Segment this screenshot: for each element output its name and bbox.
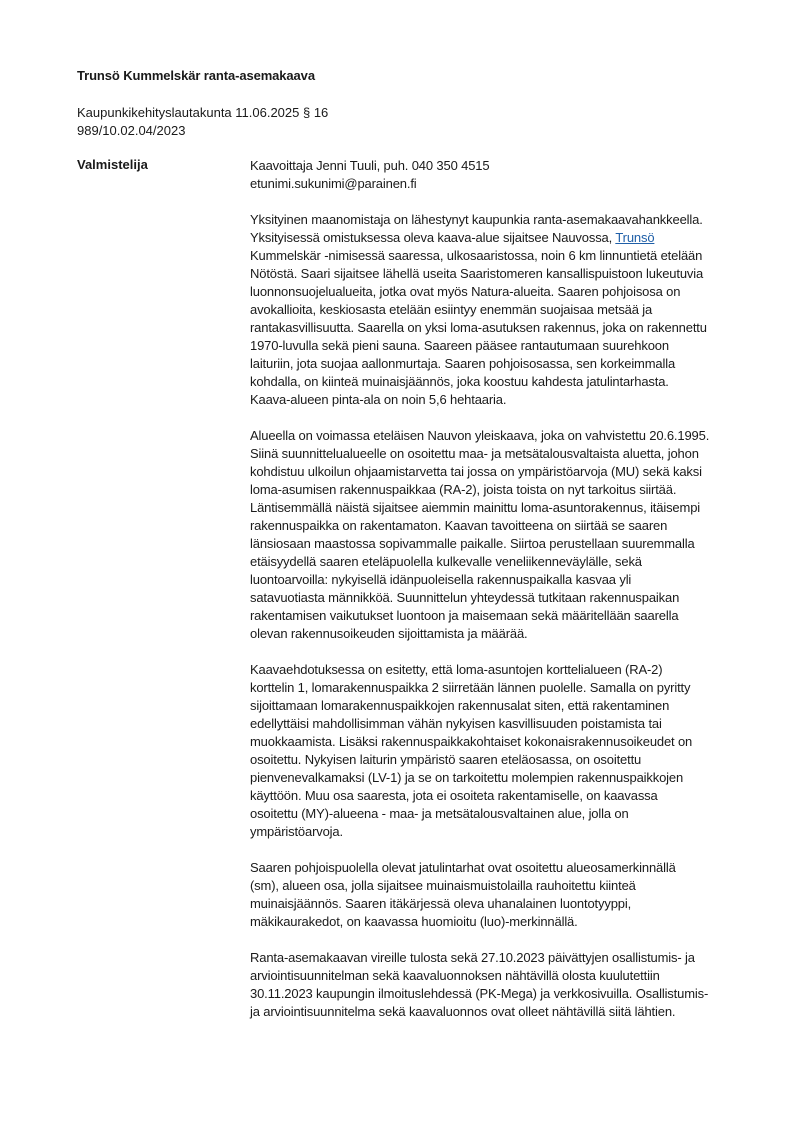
text-line: [250, 229, 740, 247]
text-line: osoitettu (MY)-alueena - maa- ja metsätalousvaltainen alue, jolla on: [250, 806, 629, 821]
preparer-contact: [250, 157, 740, 193]
preparer-name-phone: Kaavoittaja Jenni Tuuli, puh. 040 350 4515: [250, 158, 490, 173]
text-line: osoitettu. Nykyisen laiturin ympäristö saaren eteläosassa, on osoitettu: [250, 752, 642, 767]
paragraph-intro: [250, 211, 740, 409]
text-line: 1970-luvulla sekä pieni sauna. Saareen pääsee rantautumaan suurehkoon: [250, 338, 669, 353]
text-line: Siinä suunnittelualueelle on osoitettu maa- ja metsätalousvaltaista aluetta, johon: [250, 446, 699, 461]
text-line: satavuotiasta männikköä. Suunnittelun yhteydessä tutkitaan rakennuspaikan: [250, 590, 680, 605]
paragraph-plan-proposal: [250, 661, 740, 841]
text-line: loma-asumisen rakennuspaikkaa (RA-2), joista toista on nyt tarkoitus siirtää.: [250, 482, 677, 497]
text-line: sijoittamaan lomarakennuspaikkojen rakennusalat siten, että rakentaminen: [250, 698, 670, 713]
text-line: muinaisjäännös. Saaren itäkärjessä oleva uhanalainen luontotyyppi,: [250, 896, 632, 911]
text-line: rantakasvillisuutta. Saarella on yksi loma-asutuksen rakennus, joka on rakennettu: [250, 320, 707, 335]
meeting-info: [77, 104, 328, 140]
trunso-link[interactable]: Trunsö: [615, 230, 655, 245]
text-line: Ranta-asemakaavan vireille tulosta sekä 27.10.2023 päivättyjen osallistumis- ja: [250, 950, 695, 965]
document-body: [250, 157, 740, 1039]
text-line: Kaava-alueen pinta-ala on noin 5,6 hehtaaria.: [250, 392, 507, 407]
text-line: 30.11.2023 kaupungin ilmoituslehdessä (PK-Mega) ja verkkosivuilla. Osallistumis-: [250, 986, 709, 1001]
text-line: Kummelskär -nimisessä saaressa, ulkosaaristossa, noin 6 km linnuntietä etelään: [250, 248, 703, 263]
text-line: muokkaamista. Lisäksi rakennuspaikkakohtaiset kokonaisrakennusoikeudet on: [250, 734, 693, 749]
preparer-label: Valmistelija: [77, 157, 148, 172]
text-line: olevan rakennusoikeuden sijoittamista ja määrää.: [250, 626, 528, 641]
paragraph-heritage: [250, 859, 740, 931]
paragraph-general-plan: [250, 427, 740, 643]
text-line: Läntisemmällä näistä sijaitsee aiemmin mainittu loma-asuntorakennus, itäisempi: [250, 500, 701, 515]
text-line: mäkikaurakedot, on kaavassa huomioitu (luo)-merkinnällä.: [250, 914, 578, 929]
text-line: korttelin 1, lomarakennuspaikka 2 siirretään lännen puolelle. Samalla on pyritty: [250, 680, 691, 695]
text-line: arviointisuunnitelman sekä kaavaluonnoksen nähtävillä olosta kuulutettiin: [250, 968, 660, 983]
text-line: kohdistuu ulkoilun ohjaamistarvetta tai jossa on ympäristöarvoja (MU) sekä kaksi: [250, 464, 702, 479]
text-line: pienvenevalkamaksi (LV-1) ja se on tarkoitettu molempien rakennuspaikkojen: [250, 770, 684, 785]
text-line: Kaavaehdotuksessa on esitetty, että loma-asuntojen korttelialueen (RA-2): [250, 662, 663, 677]
preparer-email: etunimi.sukunimi@parainen.fi: [250, 176, 417, 191]
text-line: laituriin, jota suojaa aallonmurtaja. Saaren pohjoisosassa, sen korkeimmalla: [250, 356, 676, 371]
text-line: ympäristöarvoja.: [250, 824, 343, 839]
text-line: avokallioita, keskiosasta etelään esiintyy enemmän suojaisaa metsää ja: [250, 302, 653, 317]
text-line: Alueella on voimassa eteläisen Nauvon yleiskaava, joka on vahvistettu 20.6.1995.: [250, 428, 710, 443]
text-line: käyttöön. Muu osa saaresta, jota ei osoiteta rakentamiselle, on kaavassa: [250, 788, 658, 803]
record-number: 989/10.02.04/2023: [77, 123, 186, 138]
text-line: länsiosaan maastossa sopivammalle paikalle. Siirtoa perustellaan suuremmalla: [250, 536, 695, 551]
text-line: Saaren pohjoispuolella olevat jatulintarhat ovat osoitettu alueosamerkinnällä: [250, 860, 676, 875]
text-line: Nötöstä. Saari sijaitsee lähellä useita Saaristomeren kansallispuistoon lukeutuvia: [250, 266, 704, 281]
text-segment: Yksityisessä omistuksessa oleva kaava-alue sijaitsee Nauvossa,: [250, 230, 616, 245]
meeting-line: Kaupunkikehityslautakunta 11.06.2025 § 16: [77, 105, 329, 120]
document-title: Trunsö Kummelskär ranta-asemakaava: [77, 68, 315, 83]
text-line: luonnonsuojelualueita, jotka ovat myös Natura-alueita. Saaren pohjoisosa on: [250, 284, 681, 299]
paragraph-announcement: [250, 949, 740, 1021]
text-line: ja arviointisuunnitelma sekä kaavaluonnos ovat olleet nähtävillä siitä lähtien.: [250, 1004, 676, 1019]
text-line: (sm), alueen osa, jolla sijaitsee muinaismuistolailla rauhoitettu kiinteä: [250, 878, 636, 893]
text-line: rakennuspaikka on rakentamaton. Kaavan tavoitteena on siirtää se saaren: [250, 518, 668, 533]
text-line: kohdalla, on kiinteä muinaisjäännös, joka koostuu kahdesta jatulintarhasta.: [250, 374, 669, 389]
text-line: rakentamisen vaikutukset luontoon ja maisemaan sekä määritellään saarella: [250, 608, 679, 623]
text-line: luontoarvoilla: nykyisellä idänpuoleisella rakennuspaikalla kasvaa yli: [250, 572, 632, 587]
text-line: etäisyydellä saaren eteläpuolella kulkevalle veneliikenneväylälle, sekä: [250, 554, 642, 569]
text-line: Yksityinen maanomistaja on lähestynyt kaupunkia ranta-asemakaavahankkeella.: [250, 212, 703, 227]
text-line: edellyttäisi mahdollisimman vähän nykyisen kasvillisuuden poistamista tai: [250, 716, 662, 731]
